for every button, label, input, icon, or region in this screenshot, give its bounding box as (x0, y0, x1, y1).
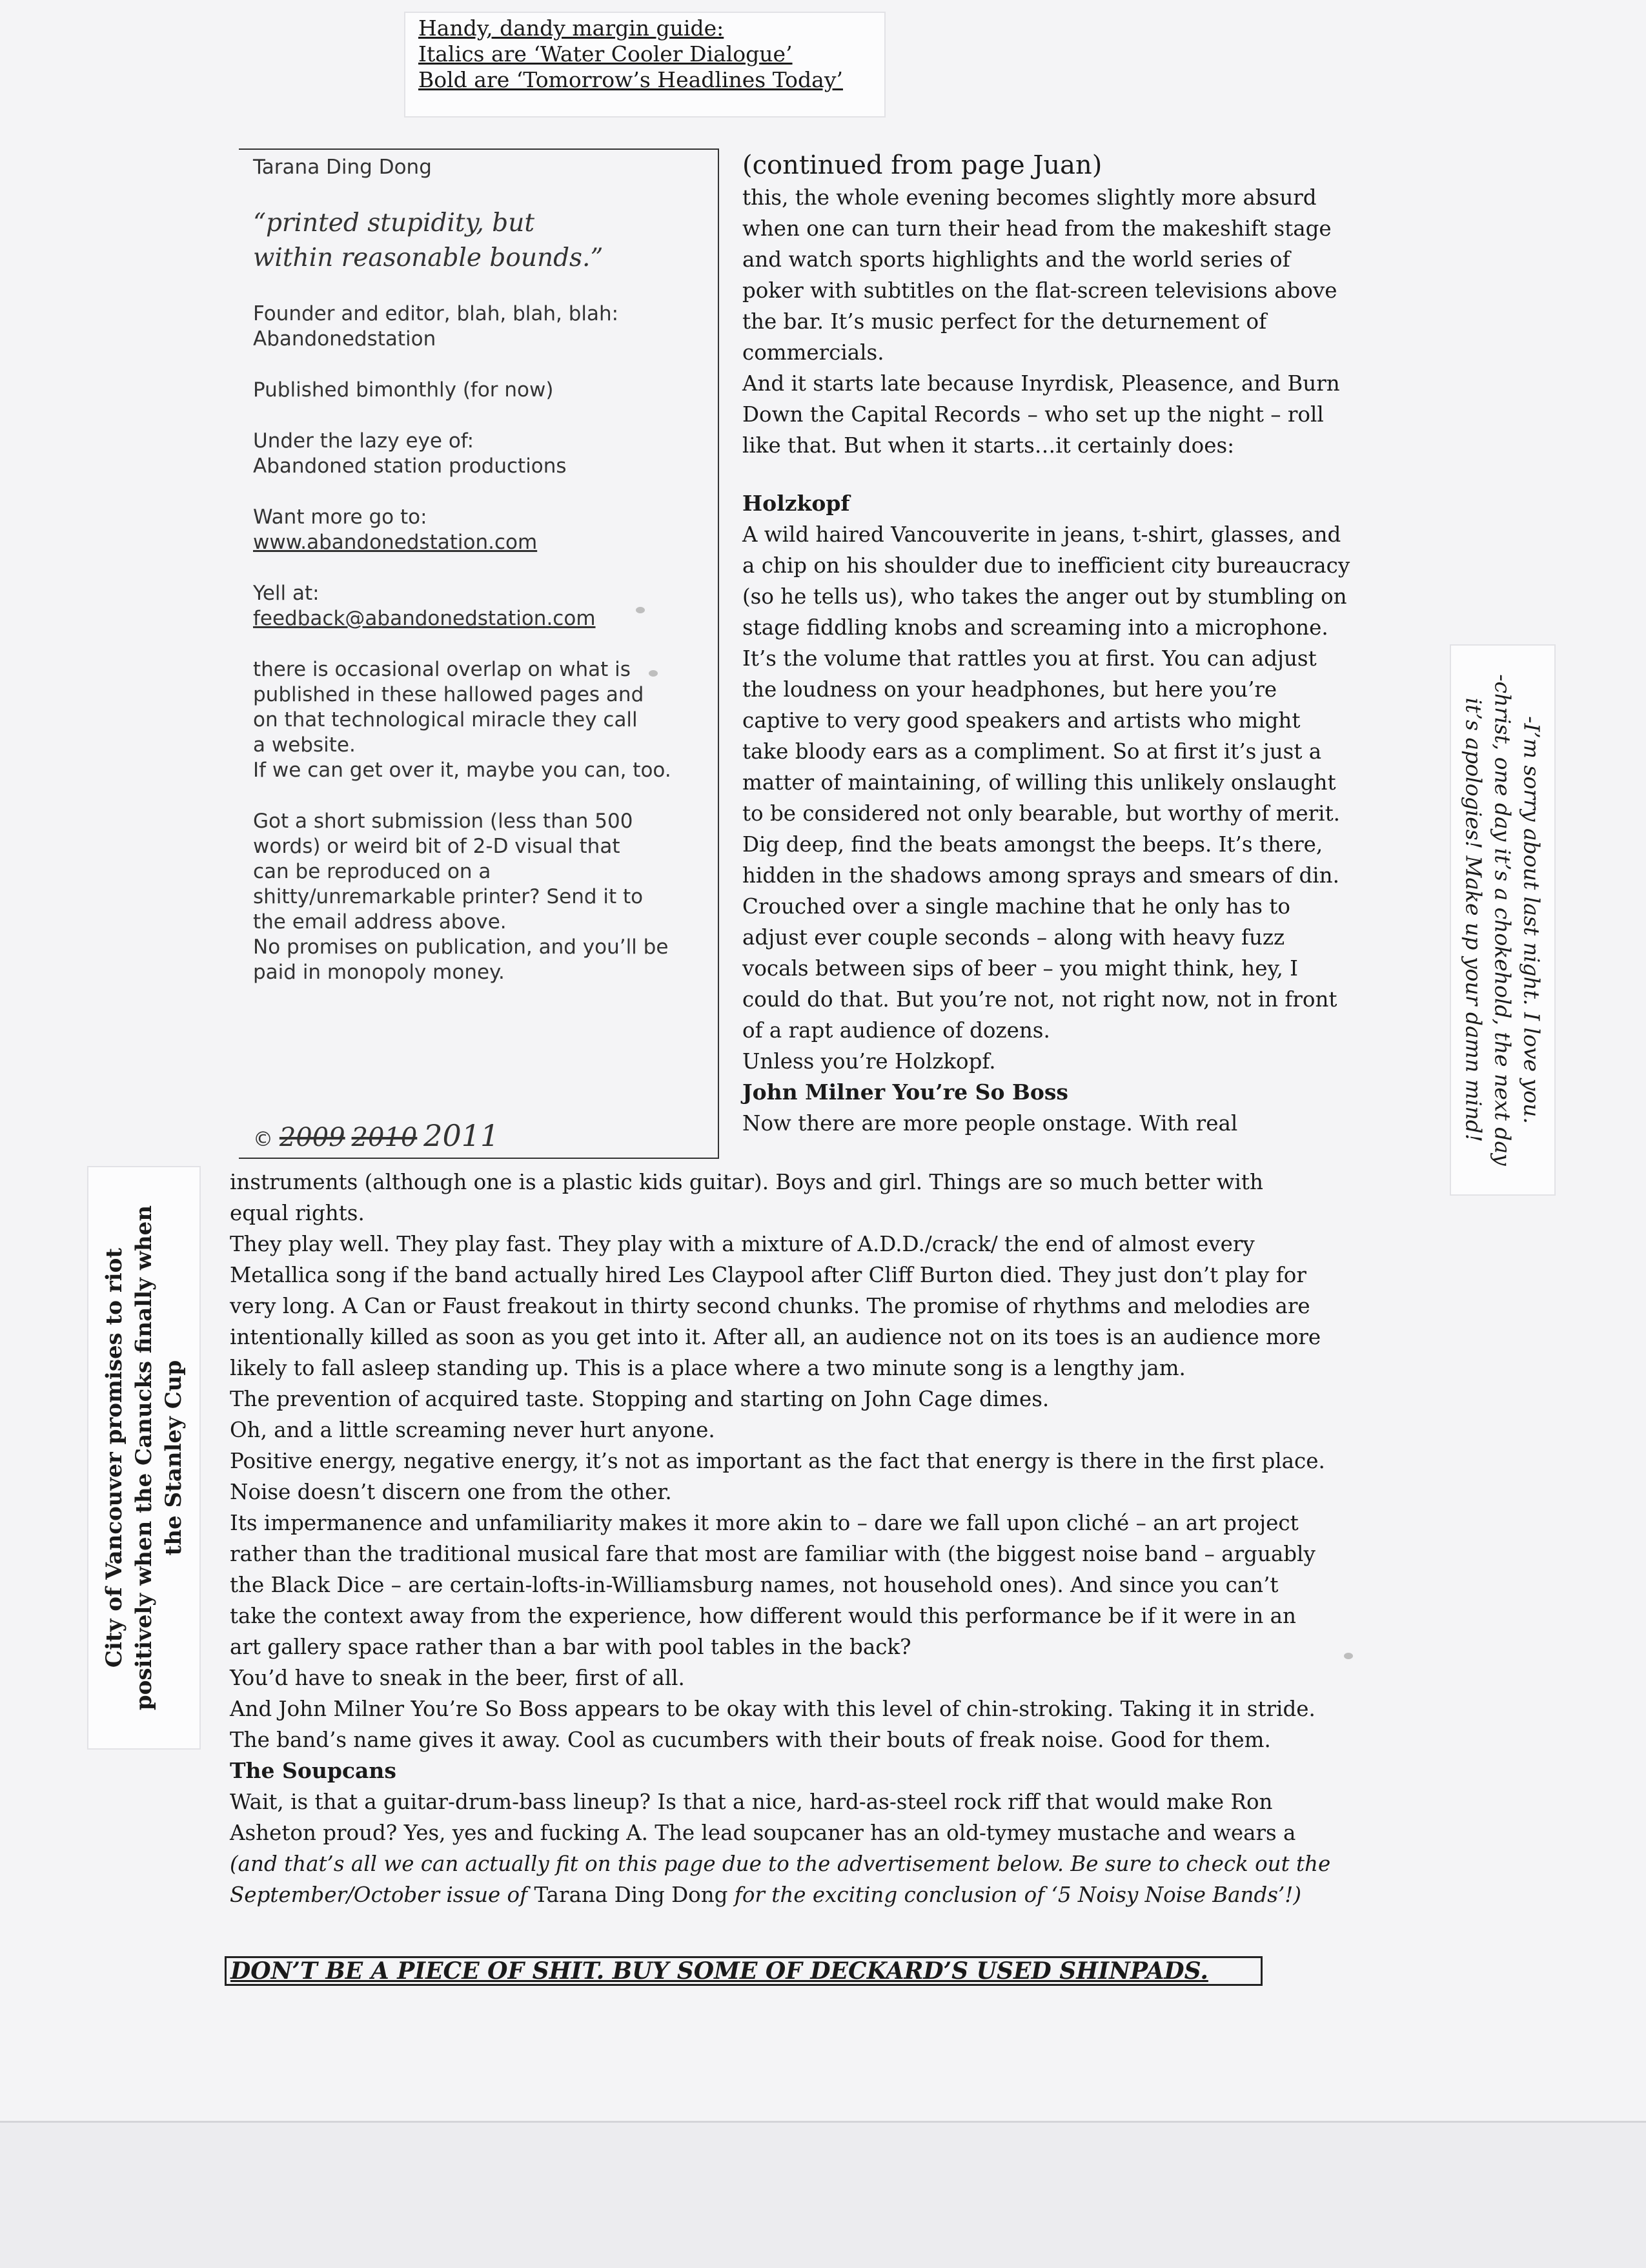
text-line: stage fiddling knobs and screaming into a microphone. (742, 615, 1328, 640)
lazy-eye-block (253, 429, 707, 479)
submission-line: can be reproduced on a (253, 860, 491, 883)
text-line: Crouched over a single machine that he only has to (742, 894, 1290, 919)
article-column (742, 148, 1394, 1139)
founder-block (253, 301, 707, 352)
lazy-eye-line: Under the lazy eye of: (253, 429, 474, 453)
struck-year: 2009 (279, 1123, 345, 1152)
text-line: the loudness on your headphones, but here you’re (742, 677, 1277, 702)
text-line: commercials. (742, 340, 884, 365)
text-line: of a rapt audience of dozens. (742, 1018, 1050, 1043)
text-line: rather than the traditional musical fare that most are familiar with (the biggest noise band – arguably (230, 1542, 1316, 1566)
text-line: could do that. But you’re not, not right now, not in front (742, 987, 1337, 1012)
text-line: Noise doesn’t discern one from the other. (230, 1480, 672, 1504)
text-line: instruments (although one is a plastic kids guitar). Boys and girl. Things are so much better with (230, 1170, 1263, 1194)
text-line: Oh, and a little screaming never hurt anyone. (230, 1418, 715, 1442)
submission-line: Got a short submission (less than 500 (253, 810, 633, 833)
scan-smudge (649, 670, 658, 677)
text-line: Metallica song if the band actually hired Les Claypool after Cliff Burton died. They just don’t play for (230, 1263, 1306, 1287)
copyright-line (253, 1118, 500, 1153)
publication-name: Tarana Ding Dong (534, 1883, 728, 1907)
side-dialogue (1459, 646, 1547, 1194)
overlap-line: on that technological miracle they call (253, 708, 638, 731)
margin-guide-title: Handy, dandy margin guide: (418, 15, 724, 41)
text-line: The band’s name gives it away. Cool as cucumbers with their bouts of freak noise. Good for them. (230, 1728, 1271, 1752)
submission-line: No promises on publication, and you’ll be (253, 935, 669, 959)
text-line: take the context away from the experience, how different would this performance be if it were in an (230, 1604, 1296, 1628)
dialogue-line: it’s apologies! Make up your damn mind! (1461, 697, 1487, 1143)
submission-line: shitty/unremarkable printer? Send it to (253, 885, 644, 908)
masthead-box (239, 148, 719, 1159)
side-headline-slip (88, 1167, 199, 1748)
text-line: the Black Dice – are certain-lofts-in-Williamsburg names, not household ones). And since you can’t (230, 1573, 1279, 1597)
continuation-note-2 (230, 1879, 1405, 1910)
overlap-note (253, 657, 707, 783)
heading-holzkopf: Holzkopf (742, 491, 850, 516)
submission-line: paid in monopoly money. (253, 961, 505, 984)
submission-line: the email address above. (253, 910, 507, 934)
website-block (253, 505, 707, 555)
side-headline (99, 1167, 188, 1748)
text-line: to be considered not only bearable, but worthy of merit. (742, 801, 1340, 826)
text-line: likely to fall asleep standing up. This is a place where a two minute song is a lengthy jam. (230, 1356, 1186, 1380)
text-line: poker with subtitles on the flat-screen televisions above (742, 278, 1337, 303)
text-line: hidden in the shadows among sprays and smears of din. (742, 863, 1339, 888)
text-line: And John Milner You’re So Boss appears to be okay with this level of chin-stroking. Taking it in stride. (230, 1697, 1316, 1721)
text-line: when one can turn their head from the makeshift stage (742, 216, 1332, 241)
note-text: September/October issue of (230, 1883, 534, 1907)
struck-year: 2010 (351, 1123, 418, 1152)
continuation-note: (and that’s all we can actually fit on this page due to the advertisement below. Be sure to check out the (230, 1852, 1331, 1876)
tagline-line: within reasonable bounds.” (253, 243, 604, 272)
text-line: matter of maintaining, of willing this unlikely onslaught (742, 770, 1336, 795)
text-line: captive to very good speakers and artists who might (742, 708, 1301, 733)
submission-line: words) or weird bit of 2-D visual that (253, 835, 620, 858)
text-line: Positive energy, negative energy, it’s not as important as the fact that energy is there in the first place. (230, 1449, 1325, 1473)
headline-line: City of Vancouver promises to riot (101, 1247, 127, 1668)
founder-name: Abandonedstation (253, 327, 436, 351)
text-line: art gallery space rather than a bar with pool tables in the back? (230, 1635, 911, 1659)
text-line: this, the whole evening becomes slightly more absurd (742, 185, 1317, 210)
text-line: Asheton proud? Yes, yes and fucking A. The lead soupcaner has an old-tymey mustache and wears a (230, 1821, 1296, 1845)
text-line: a chip on his shoulder due to inefficient city bureaucracy (742, 553, 1350, 578)
advertisement-banner: DON’T BE A PIECE OF SHIT. BUY SOME OF DECKARD’S USED SHINPADS. (225, 1956, 1263, 1986)
masthead-title: Tarana Ding Dong (253, 156, 432, 179)
submission-note (253, 809, 707, 985)
text-line: Unless you’re Holzkopf. (742, 1049, 996, 1074)
dialogue-line: -I’m sorry about last night. I love you. (1519, 716, 1545, 1124)
dialogue-line: -christ, one day it’s a chokehold, the next day (1490, 674, 1516, 1166)
scan-smudge (1344, 1653, 1353, 1659)
feedback-label: Yell at: (253, 582, 320, 605)
overlap-line: published in these hallowed pages and (253, 683, 644, 706)
text-line: intentionally killed as soon as you get into it. After all, an audience not on its toes is an audience more (230, 1325, 1321, 1349)
published-line: Published bimonthly (for now) (253, 378, 554, 402)
side-dialogue-slip (1451, 646, 1554, 1194)
overlap-line: there is occasional overlap on what is (253, 658, 631, 681)
text-line: They play well. They play fast. They play with a mixture of A.D.D./crack/ the end of almost every (230, 1232, 1255, 1256)
overlap-line: If we can get over it, maybe you can, too. (253, 759, 671, 782)
founder-line: Founder and editor, blah, blah, blah: (253, 302, 619, 325)
headline-line: the Stanley Cup (161, 1360, 187, 1556)
text-line: Down the Capital Records – who set up the night – roll (742, 402, 1324, 427)
note-text: for the exciting conclusion of ‘5 Noisy Noise Bands’!) (727, 1883, 1302, 1907)
text-line: the bar. It’s music perfect for the deturnement of (742, 309, 1267, 334)
continued-from: (continued from page Juan) (742, 150, 1102, 180)
website-link[interactable]: www.abandonedstation.com (253, 531, 538, 554)
text-line: take bloody ears as a compliment. So at first it’s just a (742, 739, 1322, 764)
text-line: (so he tells us), who takes the anger out by stumbling on (742, 584, 1347, 609)
text-line: You’d have to sneak in the beer, first of all. (230, 1666, 685, 1690)
text-line: Now there are more people onstage. With real (742, 1111, 1238, 1136)
text-line: and watch sports highlights and the world series of (742, 247, 1290, 272)
text-line: vocals between sips of beer – you might think, hey, I (742, 956, 1298, 981)
margin-guide-bold: Bold are ‘Tomorrow’s Headlines Today’ (418, 67, 843, 92)
handwritten-year: 2011 (423, 1118, 500, 1153)
margin-guide (405, 13, 884, 116)
text-line: Its impermanence and unfamiliarity makes it more akin to – dare we fall upon cliché – an art project (230, 1511, 1299, 1535)
text-line: very long. A Can or Faust freakout in thirty second chunks. The promise of rhythms and melodies are (230, 1294, 1310, 1318)
text-line: equal rights. (230, 1201, 365, 1225)
website-label: Want more go to: (253, 506, 427, 529)
text-line: Dig deep, find the beats amongst the beeps. It’s there, (742, 832, 1323, 857)
tagline-line: “printed stupidity, but (253, 209, 535, 238)
scan-smudge (636, 607, 645, 613)
text-line: Wait, is that a guitar-drum-bass lineup? Is that a nice, hard-as-steel rock riff that would make Ron (230, 1790, 1273, 1814)
scan-bottom-edge (0, 2121, 1646, 2268)
paragraph-1 (742, 182, 1394, 368)
masthead-tagline (253, 206, 707, 276)
heading-soupcans: The Soupcans (230, 1758, 396, 1783)
article-full-width (230, 1167, 1405, 1910)
feedback-email-link[interactable]: feedback@abandonedstation.com (253, 607, 596, 630)
text-line: And it starts late because Inyrdisk, Pleasence, and Burn (742, 371, 1340, 396)
heading-john-milner: John Milner You’re So Boss (742, 1079, 1069, 1105)
paragraph-3 (742, 519, 1394, 1077)
text-line: like that. But when it starts…it certainly does: (742, 433, 1235, 458)
copyright-symbol: © (253, 1128, 273, 1151)
headline-line: positively when the Canucks finally when (131, 1205, 157, 1711)
production-name: Abandoned station productions (253, 455, 567, 478)
text-line: It’s the volume that rattles you at first. You can adjust (742, 646, 1317, 671)
text-line: adjust ever couple seconds – along with heavy fuzz (742, 925, 1285, 950)
overlap-line: a website. (253, 733, 356, 757)
text-line: The prevention of acquired taste. Stopping and starting on John Cage dimes. (230, 1387, 1050, 1411)
paragraph-2 (742, 368, 1394, 461)
text-line: A wild haired Vancouverite in jeans, t-shirt, glasses, and (742, 522, 1341, 547)
margin-guide-italics: Italics are ‘Water Cooler Dialogue’ (418, 41, 793, 66)
feedback-block (253, 581, 707, 631)
